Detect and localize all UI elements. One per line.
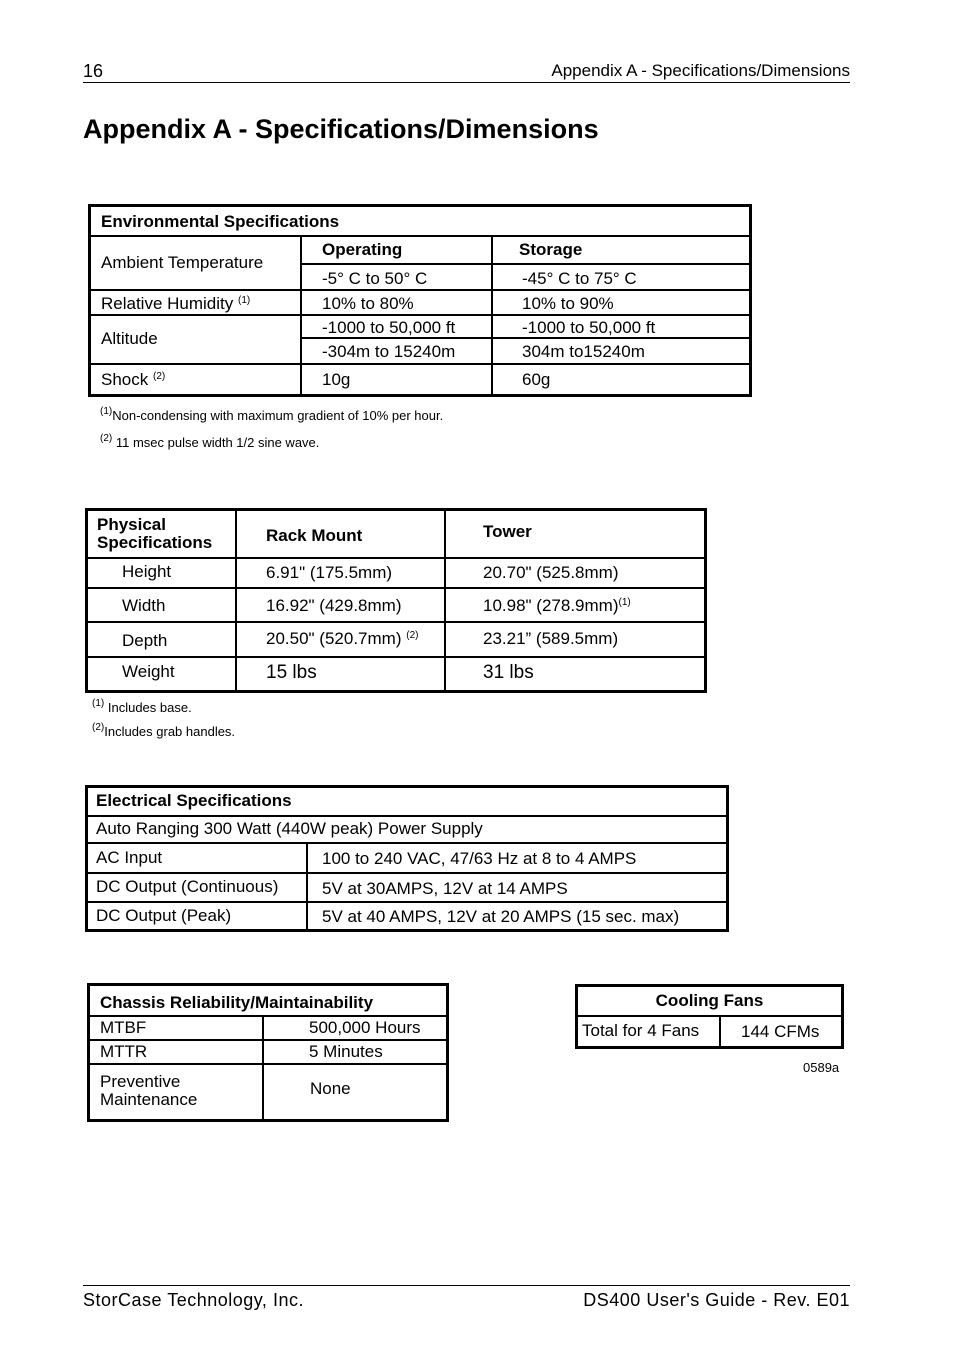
height-label: Height [122,562,172,581]
width-label: Width [122,596,166,615]
footer-company: StorCase Technology, Inc. [83,1290,304,1310]
mtbf-label: MTBF [100,1018,147,1037]
depth-label: Depth [122,631,168,650]
col-tower: Tower [483,522,532,541]
altitude-operating-m: -304m to 15240m [322,342,456,361]
altitude-storage-ft: -1000 to 50,000 ft [522,318,656,337]
header-rule [83,82,850,83]
humidity-operating: 10% to 80% [322,294,414,313]
depth-rack: 20.50" (520.7mm) $^{(2)}$ [266,629,419,648]
physical-footnote-1: $^{(1)}$ Includes base. [92,698,192,715]
weight-label: Weight [122,662,175,681]
dc-peak-value: 5V at 40 AMPS, 12V at 20 AMPS (15 sec. max) [322,907,680,926]
ac-input-value: 100 to 240 VAC, 47/63 Hz at 8 to 4 AMPS [322,849,637,868]
humidity-storage: 10% to 90% [522,294,614,313]
shock-operating: 10g [322,370,351,389]
preventive-value: None [310,1079,351,1098]
weight-rack: 15 lbs [266,662,317,683]
cooling-label: Total for 4 Fans [582,1021,700,1040]
physical-title-line1: Physical [97,515,166,534]
ambient-operating: -5° C to 50° C [322,269,428,288]
shock-storage: 60g [522,370,551,389]
shock-label: Shock $^{(2)}$ [101,370,166,389]
preventive-label-line2: Maintenance [100,1090,198,1109]
ambient-temperature-label: Ambient Temperature [101,253,264,272]
width-rack: 16.92" (429.8mm) [266,596,402,615]
environmental-footnote-2: $^{(2)}$ 11 msec pulse width 1/2 sine wave. [100,433,320,450]
preventive-label-line1: Preventive [100,1072,181,1091]
environmental-footnote-1: $^{(1)}$Non-condensing with maximum gradient of 10% per hour. [100,406,444,423]
footnote-mark: (1) [618,597,631,608]
mttr-value: 5 Minutes [309,1042,383,1061]
power-supply-text: Auto Ranging 300 Watt (440W peak) Power Supply [96,819,483,838]
altitude-storage-m: 304m to15240m [522,342,645,361]
figure-id: 0589a [803,1060,840,1075]
environmental-title: Environmental Specifications [101,212,340,231]
dc-continuous-value: 5V at 30AMPS, 12V at 14 AMPS [322,879,568,898]
physical-title-line2: Specifications [97,533,213,552]
page-title: Appendix A - Specifications/Dimensions [83,114,599,144]
footer-document: DS400 User's Guide - Rev. E01 [583,1290,850,1310]
mtbf-value: 500,000 Hours [309,1018,421,1037]
col-rack-mount: Rack Mount [266,526,363,545]
humidity-label: Relative Humidity $^{(1)}$ [101,294,251,313]
cooling-title: Cooling Fans [655,991,764,1010]
height-rack: 6.91" (175.5mm) [266,563,393,582]
col-storage: Storage [519,240,583,259]
dc-continuous-label: DC Output (Continuous) [96,877,279,896]
physical-footnote-2: $^{(2)}$Includes grab handles. [92,722,236,739]
mttr-label: MTTR [100,1042,148,1061]
electrical-title: Electrical Specifications [96,791,292,810]
running-title: Appendix A - Specifications/Dimensions [551,61,850,80]
height-tower: 20.70" (525.8mm) [483,563,619,582]
altitude-label: Altitude [101,329,158,348]
footer-rule [83,1285,850,1286]
dc-peak-label: DC Output (Peak) [96,906,232,925]
ac-input-label: AC Input [96,848,163,867]
footnote-mark: (2) [152,371,166,382]
footnote-mark: (1) [238,295,251,306]
col-operating: Operating [322,240,403,259]
depth-tower: 23.21” (589.5mm) [483,629,619,648]
ambient-storage: -45° C to 75° C [522,269,637,288]
width-tower: 10.98" $(278.9mm)^{(1)}$ [483,596,631,615]
page-number: 16 [83,61,104,81]
cooling-value: 144 CFMs [741,1022,820,1041]
footnote-mark: (2) [406,630,419,641]
weight-tower: 31 lbs [483,662,534,683]
reliability-title: Chassis Reliability/Maintainability [100,993,374,1012]
altitude-operating-ft: -1000 to 50,000 ft [322,318,456,337]
